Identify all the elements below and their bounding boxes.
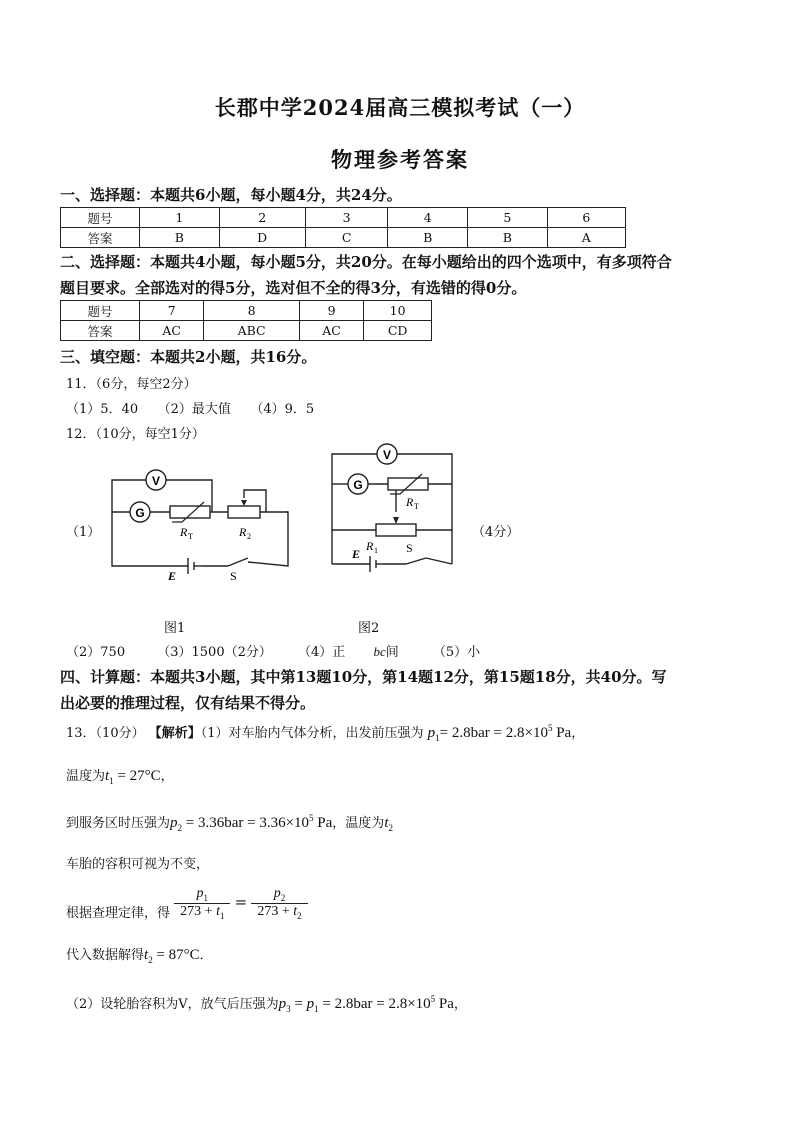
q12-part3: （3）1500（2分） — [157, 645, 272, 660]
numerator — [251, 886, 307, 904]
section4-heading-line2: 出必要的推理过程，仅有结果不得分。 — [60, 694, 316, 712]
row-label: 答案 — [61, 228, 140, 248]
q13-prefix: 13．（10分） — [66, 726, 145, 741]
q12-part4-points: bc — [373, 644, 386, 659]
voltmeter-label: V — [382, 448, 392, 462]
emf-label: E — [168, 569, 177, 583]
symbol-p: p — [427, 725, 436, 741]
switch-label: S — [406, 541, 413, 555]
question-number: 4 — [388, 208, 468, 228]
q13-line6: 代入数据解得$t_2 = 87^\circ C$． — [66, 947, 213, 965]
galvanometer-label: G — [135, 506, 145, 520]
numerator — [174, 886, 230, 904]
question-number: 10 — [364, 301, 432, 321]
symbol-p: p — [170, 815, 178, 831]
equals: = — [290, 996, 307, 1012]
row-label: 题号 — [61, 301, 140, 321]
exponent: 5 — [547, 723, 553, 733]
symbol-p: p — [306, 996, 315, 1012]
question-number: 8 — [204, 301, 299, 321]
rheostat-r2-subscript: 2 — [247, 532, 251, 541]
q12-part4-between: 间 — [385, 645, 399, 660]
q13-formula-t2 — [144, 947, 200, 963]
subscript: 2 — [148, 955, 153, 965]
answer-cell: AC — [299, 321, 363, 341]
formula-value: = 27°C — [113, 768, 161, 784]
q13-text-7: （2）设轮胎容积为V，放气后压强为 — [66, 997, 279, 1012]
rheostat-r1-label: R — [366, 539, 374, 553]
q13-formula-p2 — [170, 815, 332, 831]
question-number: 5 — [468, 208, 548, 228]
question-number: 3 — [305, 208, 388, 228]
symbol-p: p — [273, 886, 281, 902]
thermistor-subscript: T — [188, 532, 193, 541]
symbol-t: t — [293, 904, 298, 920]
q13-formula-p1 — [428, 725, 572, 741]
question-number: 7 — [140, 301, 204, 321]
q12-header: 12．（10分，每空1分） — [66, 427, 205, 442]
symbol-p: p — [278, 996, 287, 1012]
answer-cell: B — [388, 228, 468, 248]
answer-cell: C — [305, 228, 388, 248]
exponent: 5 — [430, 994, 436, 1004]
q12-part4: （4）正 — [298, 645, 346, 660]
page-subtitle: 物理参考答案 — [331, 147, 469, 172]
denominator — [251, 904, 307, 921]
rheostat-r1-subscript: 1 — [374, 546, 378, 555]
subscript: 1 — [219, 911, 225, 921]
q13-temp-label: 温度为 — [66, 769, 106, 784]
section1-heading: 一、选择题：本题共6小题，每小题4分，共24分。 — [60, 186, 402, 204]
denominator — [174, 904, 230, 921]
q13-line5: 根据查理定律，得 $\frac{p_1}{273 + t_1}$ = $\frac{p_2}{273 + t_2}$ — [66, 876, 308, 921]
section1-answer-table — [60, 207, 626, 248]
thermistor-label: R — [180, 525, 188, 539]
emf-label: E — [352, 547, 361, 561]
q13-tag: 【解析】 — [148, 726, 201, 741]
answer-cell: B — [468, 228, 548, 248]
unit: Pa — [313, 815, 333, 831]
q12-remaining-answers — [66, 641, 480, 660]
q13-text-1: （1）对车胎内气体分析，出发前压强为 — [200, 726, 424, 741]
q13-text-6: 代入数据解得 — [66, 948, 145, 963]
symbol-p: p — [196, 886, 204, 902]
answer-cell: ABC — [204, 321, 299, 341]
q13-line7: （2）设轮胎容积为V，放气后压强为$p_3 = p_1 = 2.8bar = 2.8\times 10^5$ Pa， — [66, 994, 467, 1014]
circuit-figure-2 — [322, 438, 462, 578]
table-row — [61, 321, 432, 341]
subscript: 1 — [314, 1004, 319, 1014]
formula-value: = 2.8bar = 2.8×10 — [439, 725, 548, 741]
symbol-t: t — [105, 768, 110, 784]
unit: Pa — [552, 725, 572, 741]
charles-law-fraction-left — [174, 886, 230, 921]
section4-heading-line1: 四、计算题：本题共3小题，其中第13题10分，第14题12分，第15题18分，共40分。写 — [60, 668, 667, 686]
q13-temp2-label: ，温度为 — [332, 816, 385, 831]
section3-heading: 三、填空题：本题共2小题，共16分。 — [60, 348, 317, 366]
subscript: 2 — [280, 893, 286, 904]
thermistor-subscript: T — [414, 502, 419, 511]
q13-text-5: 根据查理定律，得 — [66, 906, 171, 921]
q13-text-3: 到服务区时压强为 — [66, 816, 171, 831]
answer-cell: AC — [140, 321, 204, 341]
q13-symbol-t2 — [384, 815, 393, 831]
q13-formula-p3 — [279, 996, 454, 1012]
section2-heading-line2: 题目要求。全部选对的得5分，选对但不全的得3分，有选错的得0分。 — [60, 279, 527, 297]
row-label: 题号 — [61, 208, 140, 228]
switch-label: S — [230, 569, 237, 583]
subscript: 1 — [435, 733, 440, 743]
subscript: 3 — [286, 1004, 291, 1014]
rheostat-r2-label: R — [239, 525, 247, 539]
formula-value: = 2.8bar = 2.8×10 — [318, 996, 431, 1012]
table-row — [61, 301, 432, 321]
voltmeter-label: V — [151, 474, 161, 488]
q13-line1: 13．（10分） 【解析】（1）对车胎内气体分析，出发前压强为 $p_1= 2.8bar = 2.8\times 10^5$ Pa， — [66, 723, 585, 743]
q11-answers: （1）5．40 （2）最大值 （4）9．5 — [66, 402, 315, 417]
galvanometer-label: G — [353, 478, 363, 492]
section2-answer-table — [60, 300, 432, 341]
row-label: 答案 — [61, 321, 140, 341]
unit: Pa — [435, 996, 454, 1012]
formula-value: = 3.36bar = 3.36×10 — [182, 815, 310, 831]
symbol-t: t — [144, 947, 149, 963]
circuit-figure-1 — [100, 462, 300, 587]
q13-line3 — [66, 812, 393, 833]
figure1-caption: 图1 — [164, 621, 186, 636]
exponent: 5 — [309, 813, 314, 823]
q13-line2: 温度为$t_1 = 27^\circ C$， — [66, 768, 174, 786]
answer-cell: CD — [364, 321, 432, 341]
q13-line4: 车胎的容积可视为不变， — [66, 857, 210, 872]
table-row — [61, 208, 626, 228]
answer-cell: D — [219, 228, 305, 248]
formula-value: = 87°C — [152, 947, 200, 963]
q11-header: 11．（6分，每空2分） — [66, 377, 197, 392]
question-number: 2 — [219, 208, 305, 228]
charles-law-fraction-right — [251, 886, 307, 921]
symbol-t: t — [216, 904, 220, 920]
question-number: 1 — [140, 208, 220, 228]
thermistor-label: R — [406, 495, 414, 509]
symbol-t: t — [384, 815, 389, 831]
q12-part2: （2）750 — [66, 645, 126, 660]
answer-cell: A — [547, 228, 625, 248]
subscript: 1 — [109, 776, 114, 786]
q12-part1-score: （4分） — [472, 525, 520, 540]
section2-heading-line1: 二、选择题：本题共4小题，每小题5分，共20分。在每小题给出的四个选项中，有多项符合 — [60, 253, 672, 271]
page-title: 长郡中学2024届高三模拟考试（一） — [214, 95, 586, 120]
subscript: 1 — [203, 893, 209, 904]
table-row — [61, 228, 626, 248]
q12-part1-label: （1） — [66, 525, 101, 540]
subscript: 2 — [297, 911, 302, 921]
figure2-caption: 图2 — [358, 621, 380, 636]
den-prefix: 273 + — [257, 904, 294, 920]
q13-formula-t1 — [105, 768, 161, 784]
question-number: 6 — [547, 208, 625, 228]
answer-cell: B — [140, 228, 220, 248]
subscript: 2 — [177, 823, 183, 833]
q12-part5: （5）小 — [432, 645, 481, 660]
question-number: 9 — [299, 301, 363, 321]
den-prefix: 273 + — [180, 904, 217, 920]
subscript: 2 — [388, 823, 393, 833]
